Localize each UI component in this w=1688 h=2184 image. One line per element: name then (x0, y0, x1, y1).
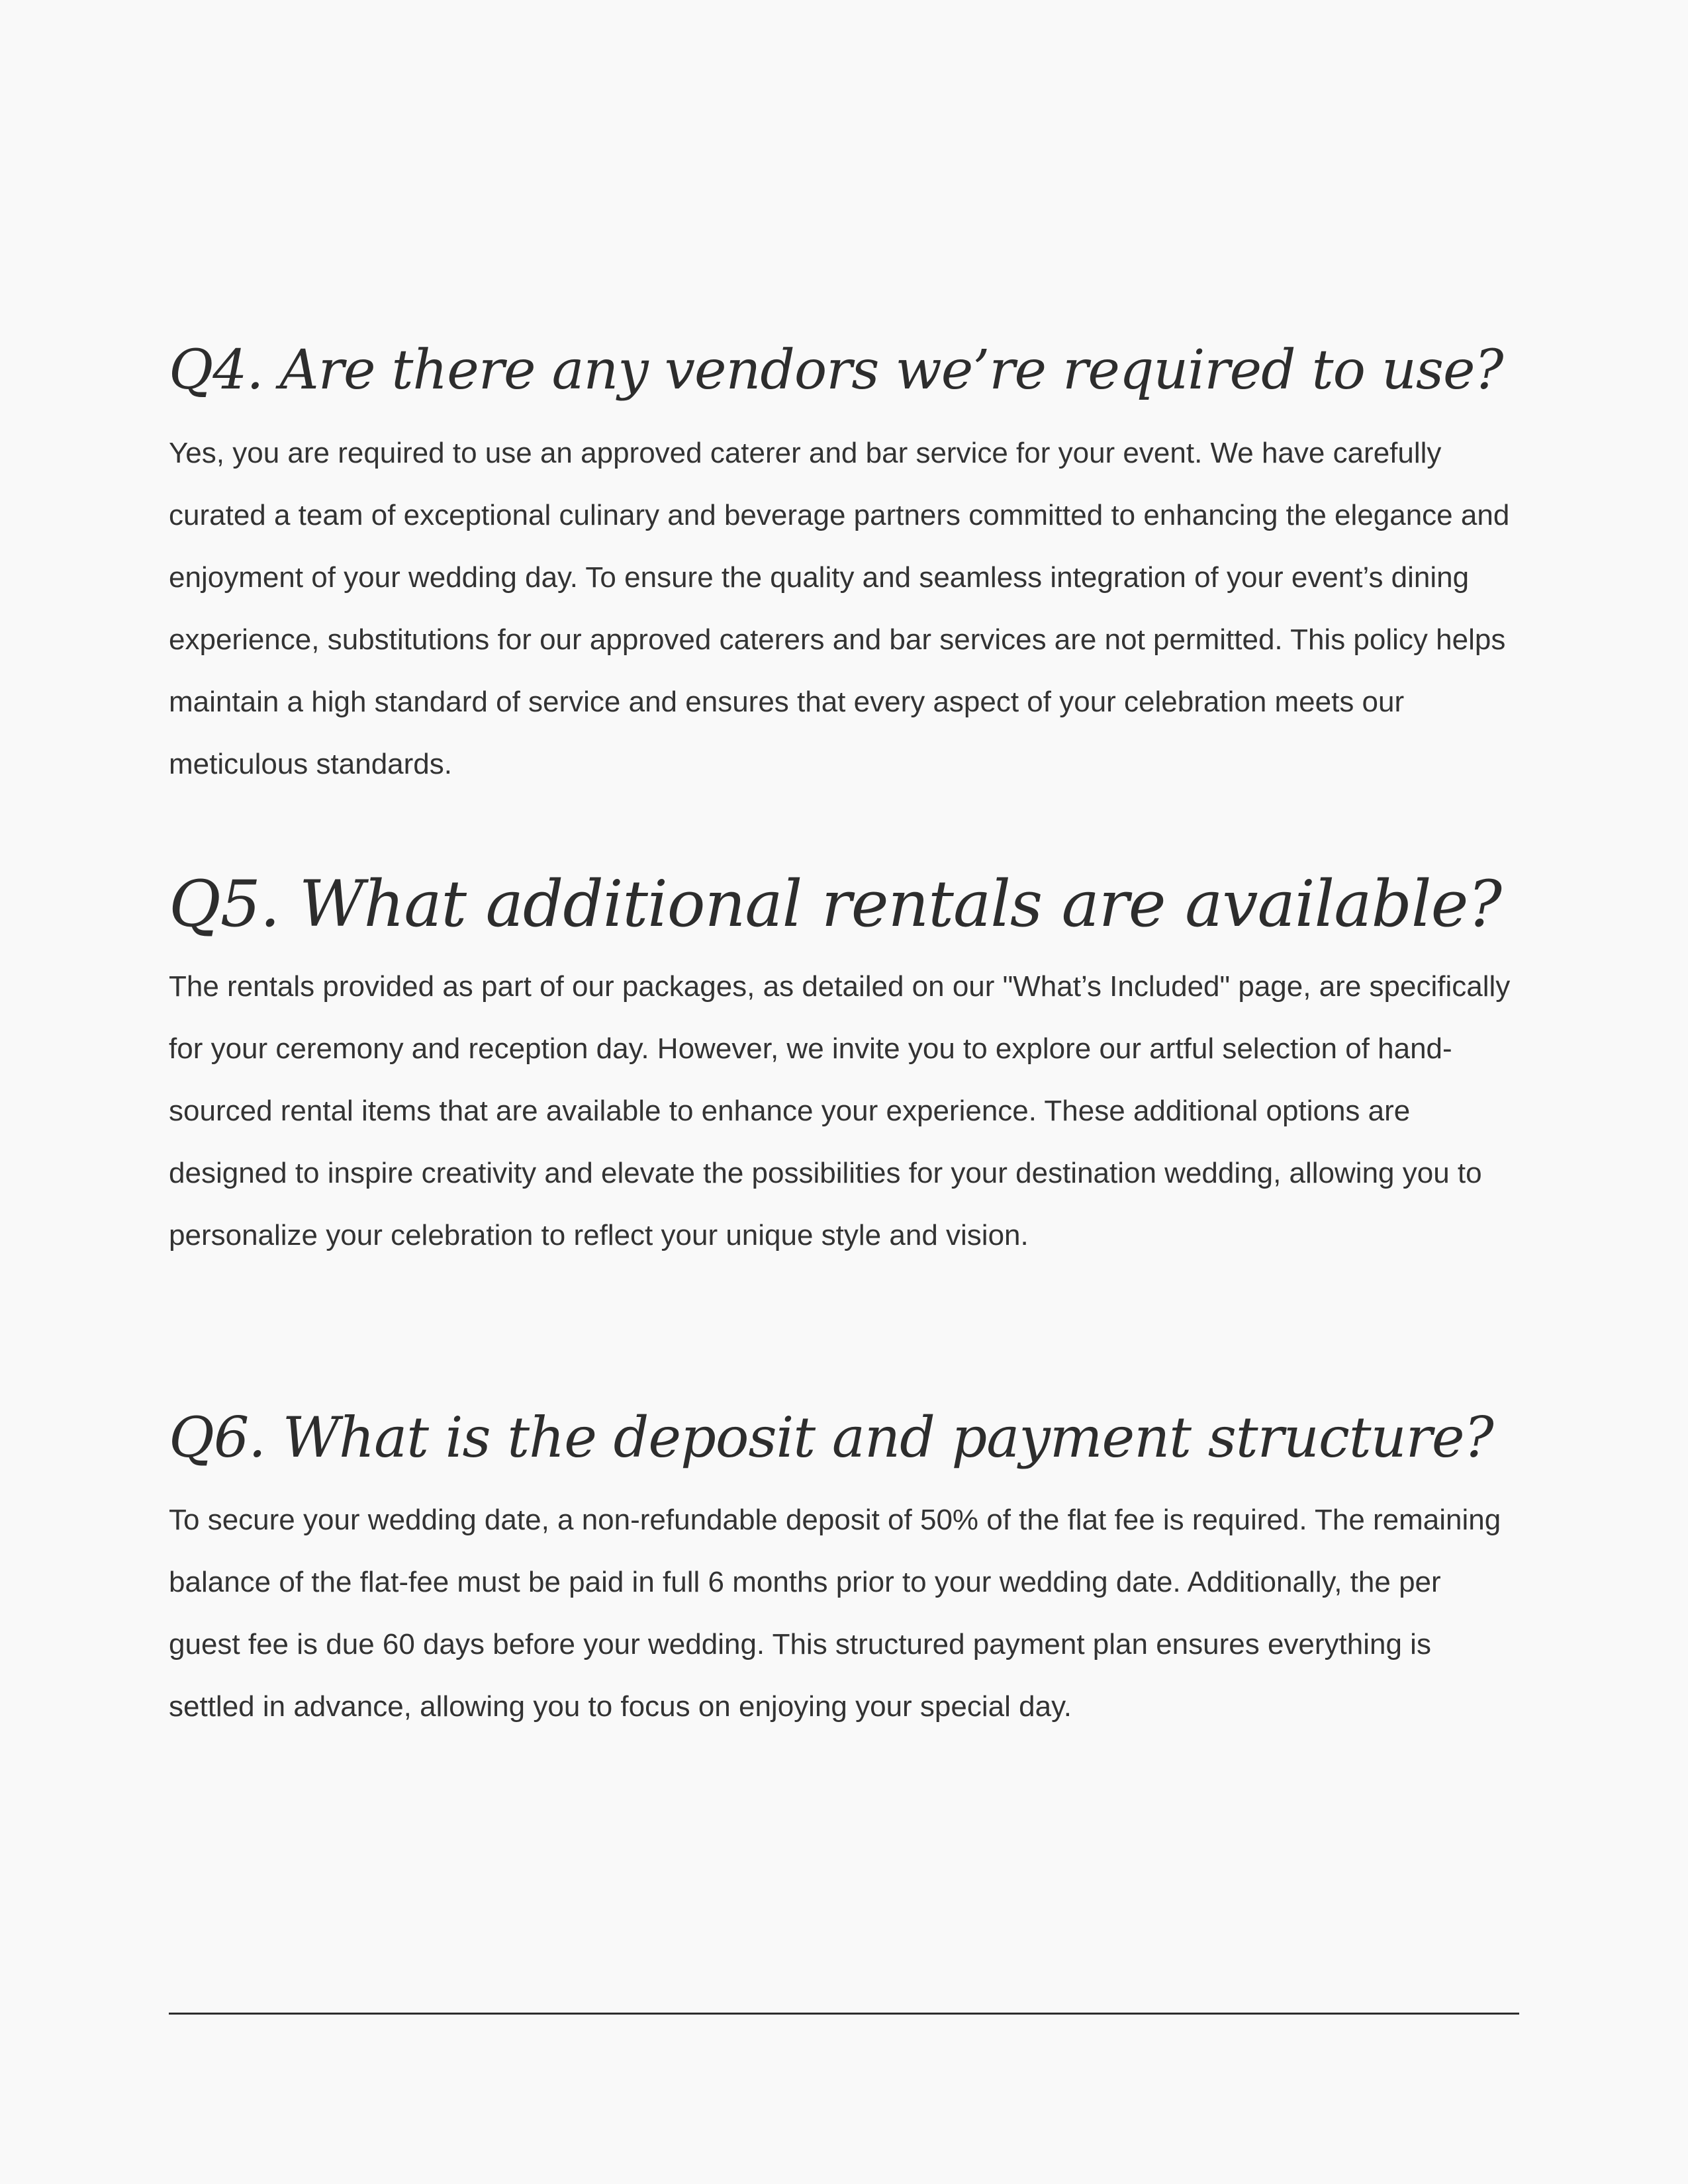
faq-question: Q4. Are there any vendors we’re required to use? (169, 339, 1503, 402)
faq-answer: The rentals provided as part of our packages, as detailed on our "What’s Included" page, are specifically for your ceremony and reception day. However, we invite you to explore our artful selection of hand-sourced rental items that are available to enhance your experience. These additional options are designed to inspire creativity and elevate the possibilities for your destination wedding, allowing you to personalize your celebration to reflect your unique style and vision. (169, 970, 1511, 1251)
faq-item-payment (169, 1398, 1519, 1738)
faq-item-rentals (169, 864, 1519, 1267)
faq-answer: Yes, you are required to use an approved caterer and bar service for your event. We have carefully curated a team of exceptional culinary and beverage partners committed to enhancing the elegance and enjoyment of your wedding day. To ensure the quality and seamless integration of your event’s dining experience, substitutions for our approved caterers and bar services are not permitted. This policy helps maintain a high standard of service and ensures that every aspect of your celebration meets our meticulous standards. (169, 437, 1510, 780)
faq-answer: To secure your wedding date, a non-refundable deposit of 50% of the flat fee is required. The remaining balance of the flat-fee must be paid in full 6 months prior to your wedding date. Additionally, the per guest fee is due 60 days before your wedding. This structured payment plan ensures everything is settled in advance, allowing you to focus on enjoying your special day. (169, 1504, 1501, 1723)
faq-question: Q5. What additional rentals are available? (169, 867, 1501, 941)
faq-item-vendors (169, 331, 1519, 796)
faq-question: Q6. What is the deposit and payment structure? (169, 1405, 1493, 1470)
footer-divider (169, 2013, 1519, 2015)
